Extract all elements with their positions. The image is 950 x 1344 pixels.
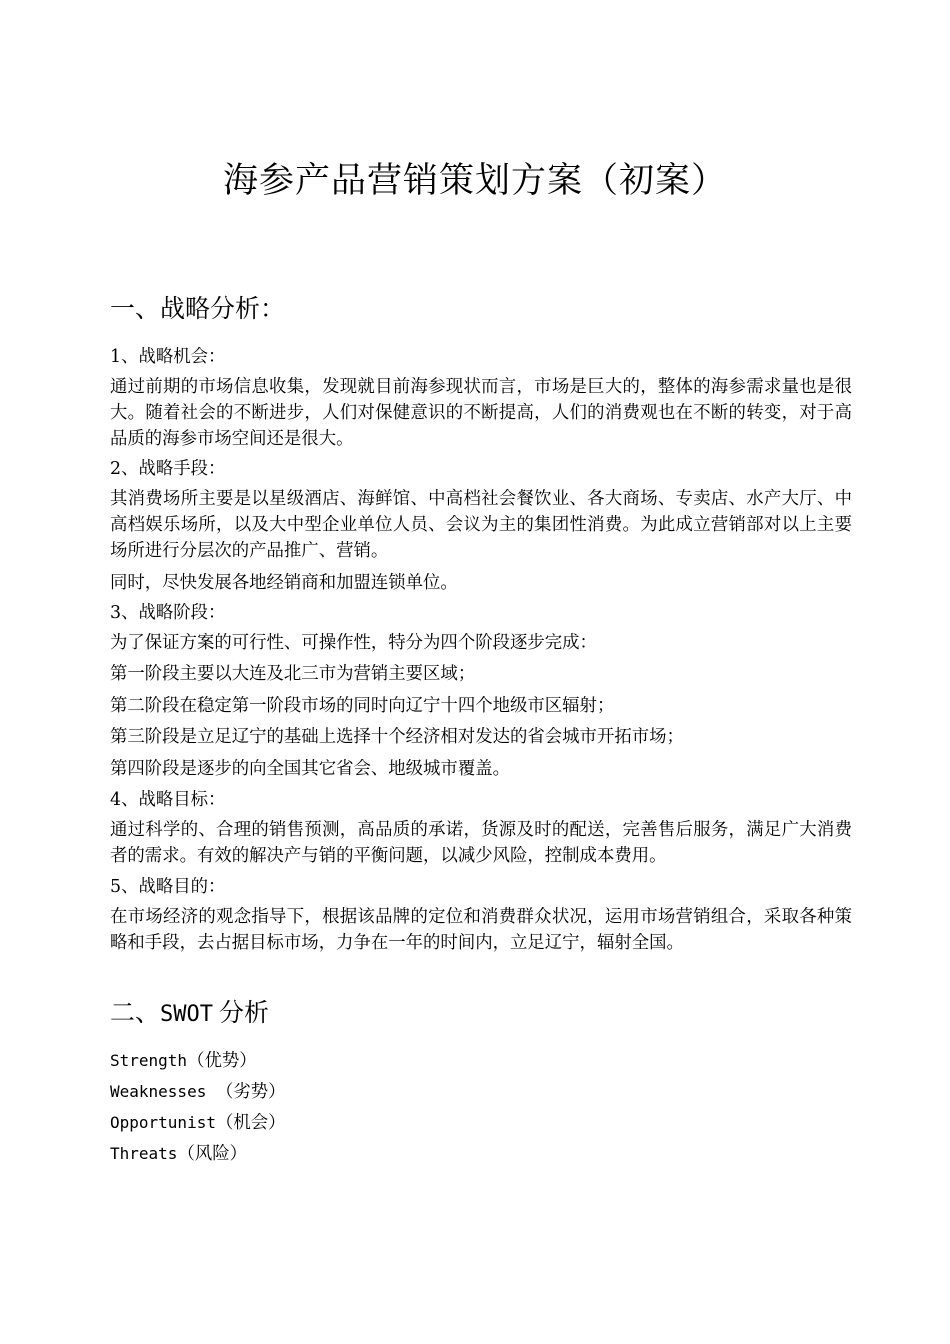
item5-text: 在市场经济的观念指导下，根据该品牌的定位和消费群众状况，运用市场营销组合，采取各种策略和手段，去占据目标市场，力争在一年的时间内，立足辽宁，辐射全国。	[110, 907, 852, 953]
swot-item-weaknesses	[110, 1079, 286, 1105]
swot-item-strength	[110, 1048, 257, 1074]
item3-stage1: 第一阶段主要以大连及北三市为营销主要区域；	[110, 664, 476, 684]
item3-stage2: 第二阶段在稳定第一阶段市场的同时向辽宁十四个地级市区辐射；	[110, 696, 615, 716]
swot-en: Threats	[110, 1144, 178, 1163]
item3-stage3: 第三阶段是立足辽宁的基础上选择十个经济相对发达的省会城市开拓市场；	[110, 727, 684, 747]
swot-cn: （优势）	[187, 1051, 257, 1071]
section2-heading-suffix: 分析	[219, 998, 270, 1027]
section2-heading-latin: SWOT	[160, 1002, 213, 1027]
swot-en: Opportunist	[110, 1113, 216, 1132]
document-title: 海参产品营销策划方案（初案）	[222, 161, 727, 201]
item4-label: 4、战略目标：	[110, 790, 226, 810]
section2-heading-prefix: 二、	[110, 998, 161, 1027]
section1-heading: 一、战略分析：	[110, 294, 286, 323]
section2-heading	[110, 996, 269, 1032]
item4-text: 通过科学的、合理的销售预测，高品质的承诺，货源及时的配送，完善售后服务，满足广大消费者的需求。有效的解决产与销的平衡问题，以减少风险，控制成本费用。	[110, 820, 852, 866]
item2-label: 2、战略手段：	[110, 459, 226, 479]
item2-text: 其消费场所主要是以星级酒店、海鲜馆、中高档社会餐饮业、各大商场、专卖店、水产大厅、中高档娱乐场所，以及大中型企业单位人员、会议为主的集团性消费。为此成立营销部对以上主要场所进行分层次的产品推广、营销。	[110, 489, 852, 561]
swot-en: Strength	[110, 1051, 188, 1070]
item1-text: 通过前期的市场信息收集，发现就目前海参现状而言，市场是巨大的，整体的海参需求量也是很大。随着社会的不断进步，人们对保健意识的不断提高，人们的消费观也在不断的转变，对于高品质的海参市场空间还是很大。	[110, 377, 852, 449]
swot-cn: （机会）	[215, 1113, 286, 1133]
swot-item-opportunist	[110, 1110, 286, 1136]
swot-en: Weaknesses	[110, 1082, 216, 1101]
swot-item-threats	[110, 1141, 247, 1167]
item3-text: 为了保证方案的可行性、可操作性，特分为四个阶段逐步完成：	[110, 633, 597, 653]
swot-cn: （劣势）	[215, 1082, 286, 1102]
item3-stage4: 第四阶段是逐步的向全国其它省会、地级城市覆盖。	[110, 759, 510, 779]
item5-label: 5、战略目的：	[110, 877, 226, 897]
swot-cn: （风险）	[177, 1144, 248, 1164]
item3-label: 3、战略阶段：	[110, 603, 226, 623]
item1-label: 1、战略机会：	[110, 347, 226, 367]
item2-text-2: 同时，尽快发展各地经销商和加盟连锁单位。	[110, 573, 458, 593]
